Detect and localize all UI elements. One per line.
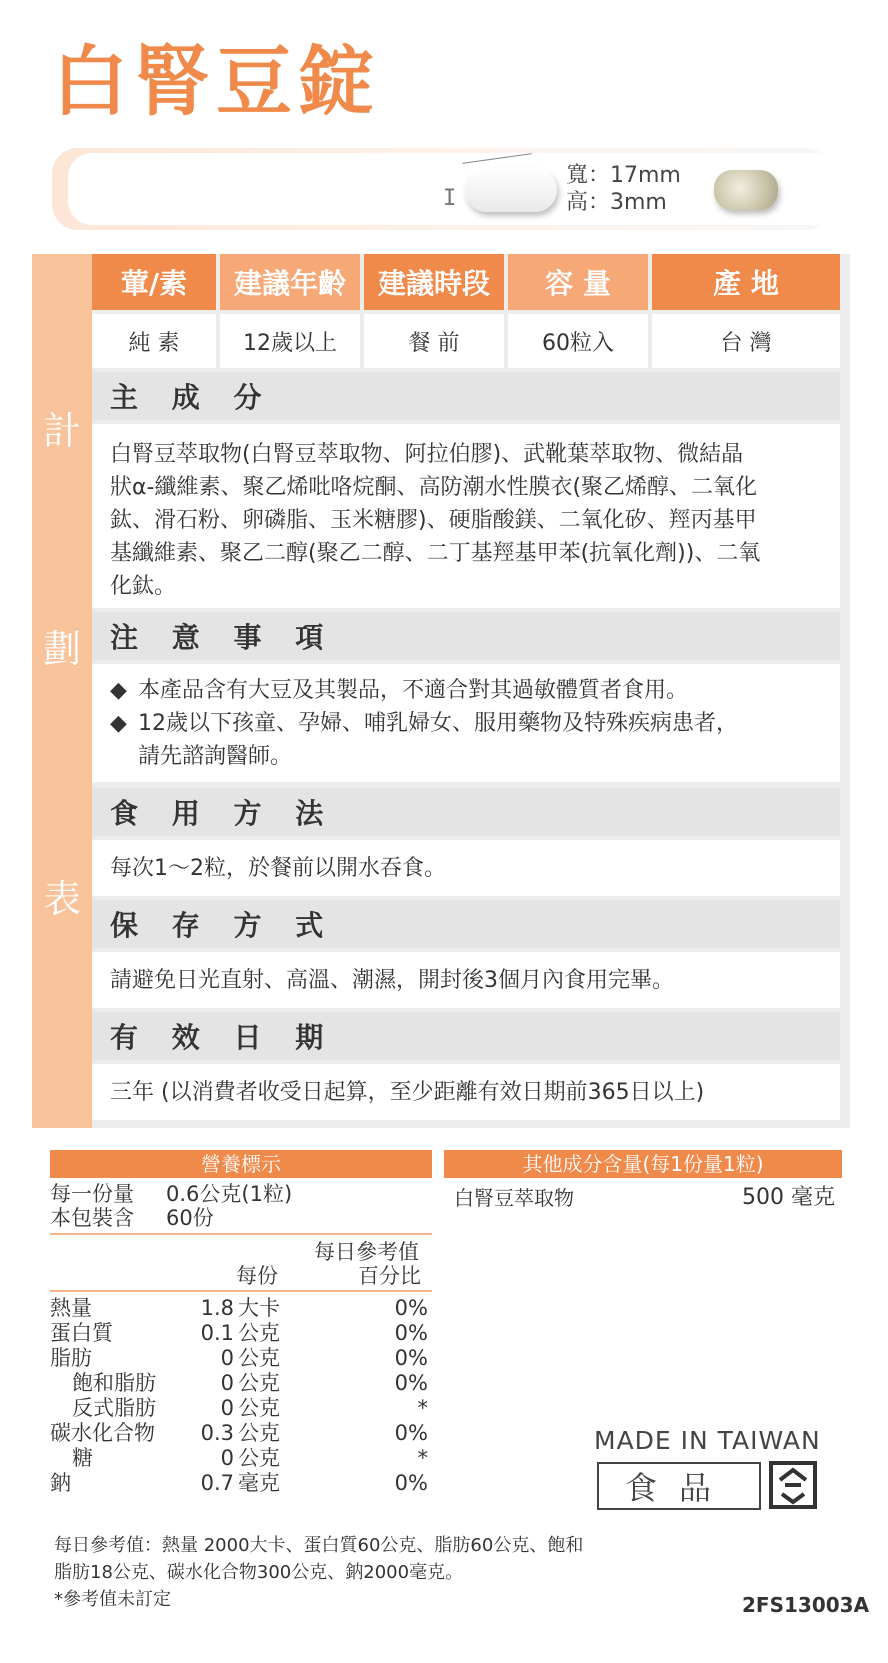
value-age: 12歲以上 bbox=[220, 314, 360, 368]
height-text: 高：3mm bbox=[566, 190, 667, 215]
notice-item-2: 12歲以下孩童、孕婦、哺乳婦女、服用藥物及特殊疾病患者， bbox=[138, 711, 738, 736]
header-origin: 產 地 bbox=[652, 254, 840, 310]
value-origin: 台 灣 bbox=[652, 314, 840, 368]
ingredients-line: 白腎豆萃取物(白腎豆萃取物、阿拉伯膠)、武靴葉萃取物、微結晶 bbox=[110, 442, 744, 467]
nutrient-unit: 公克 bbox=[238, 1396, 280, 1420]
value-time: 餐 前 bbox=[364, 314, 504, 368]
nutrient-unit: 公克 bbox=[238, 1421, 280, 1445]
pack-label: 本包裝含 bbox=[50, 1206, 134, 1230]
usage-title: 食 用 方 法 bbox=[92, 788, 840, 836]
nutrient-value: 0.7 bbox=[200, 1471, 234, 1495]
recycle-icon bbox=[768, 1460, 818, 1510]
notice-body bbox=[92, 664, 840, 782]
nutrient-percent: 0% bbox=[394, 1321, 428, 1345]
nutrient-unit: 公克 bbox=[238, 1371, 280, 1395]
notice-item-1: 本產品含有大豆及其製品，不適合對其過敏體質者食用。 bbox=[138, 678, 689, 703]
nutrient-name: 碳水化合物 bbox=[50, 1421, 155, 1445]
divider bbox=[50, 1290, 432, 1292]
expiry-text: 三年 (以消費者收受日起算，至少距離有效日期前365日以上) bbox=[110, 1080, 705, 1105]
ingredients-line: 狀α-纖維素、聚乙烯吡咯烷酮、高防潮水性膜衣(聚乙烯醇、二氧化 bbox=[110, 475, 758, 500]
serving-value: 0.6公克(1粒) bbox=[166, 1182, 293, 1206]
side-label-bar bbox=[32, 254, 92, 1128]
divider bbox=[50, 1233, 432, 1235]
notice-item-2-cont: 請先諮詢醫師。 bbox=[138, 744, 293, 769]
serving-label: 每一份量 bbox=[50, 1182, 134, 1206]
footnote-1: 每日參考值：熱量 2000大卡、蛋白質60公克、脂肪60公克、飽和 bbox=[54, 1535, 584, 1556]
nutrient-unit: 毫克 bbox=[238, 1471, 280, 1495]
footnote-2: 脂肪18公克、碳水化合物300公克、鈉2000毫克。 bbox=[54, 1562, 464, 1583]
nutrient-percent: 0% bbox=[394, 1371, 428, 1395]
nutrient-name: 反式脂肪 bbox=[72, 1396, 156, 1420]
nutrient-percent: 0% bbox=[394, 1421, 428, 1445]
height-dimension-icon: I bbox=[443, 186, 457, 211]
food-label: 食品 bbox=[597, 1462, 761, 1510]
ingredients-line: 化鈦。 bbox=[110, 574, 177, 599]
nutrient-name: 熱量 bbox=[50, 1296, 92, 1320]
tablet-cross-section-image bbox=[714, 170, 778, 210]
percent-header: 百分比 bbox=[358, 1264, 421, 1288]
ingredients-body bbox=[92, 424, 840, 608]
ingredients-title: 主 成 分 bbox=[92, 372, 840, 420]
nutrition-title: 營養標示 bbox=[50, 1150, 432, 1178]
nutrient-unit: 大卡 bbox=[238, 1296, 280, 1320]
nutrient-percent: * bbox=[417, 1446, 428, 1470]
nutrient-value: 0.3 bbox=[200, 1421, 234, 1445]
page-title: 白腎豆錠 bbox=[52, 37, 380, 126]
made-in-taiwan: MADE IN TAIWAN bbox=[594, 1426, 821, 1455]
header-time: 建議時段 bbox=[364, 254, 504, 310]
expiry-body bbox=[92, 1064, 840, 1120]
width-text: 寬：17mm bbox=[566, 163, 681, 188]
nutrient-percent: * bbox=[417, 1396, 428, 1420]
nutrient-percent: 0% bbox=[394, 1471, 428, 1495]
product-code: 2FS13003A bbox=[742, 1593, 870, 1617]
ingredients-line: 鈦、滑石粉、卵磷脂、玉米糖膠)、硬脂酸鎂、二氧化矽、羥丙基甲 bbox=[110, 508, 757, 533]
nutrient-value: 1.8 bbox=[200, 1296, 234, 1320]
other-content-title: 其他成分含量(每1份量1粒) bbox=[444, 1150, 842, 1178]
nutrient-name: 糖 bbox=[72, 1446, 93, 1470]
nutrient-name: 鈉 bbox=[50, 1471, 71, 1495]
usage-body bbox=[92, 840, 840, 896]
ingredients-line: 基纖維素、聚乙二醇(聚乙二醇、二丁基羥基甲苯(抗氧化劑))、二氧 bbox=[110, 541, 761, 566]
nutrient-value: 0 bbox=[220, 1346, 234, 1370]
expiry-title: 有 效 日 期 bbox=[92, 1012, 840, 1060]
header-capacity: 容 量 bbox=[508, 254, 648, 310]
nutrient-percent: 0% bbox=[394, 1296, 428, 1320]
value-capacity: 60粒入 bbox=[508, 314, 648, 368]
value-vegan: 純 素 bbox=[92, 314, 216, 368]
nutrient-name: 飽和脂肪 bbox=[72, 1371, 156, 1395]
nutrient-unit: 公克 bbox=[238, 1346, 280, 1370]
pack-value: 60份 bbox=[166, 1206, 214, 1230]
daily-ref-header: 每日參考值 bbox=[314, 1240, 419, 1264]
notice-title: 注 意 事 項 bbox=[92, 612, 840, 660]
side-label-char-2: 劃 bbox=[42, 627, 81, 671]
nutrient-value: 0.1 bbox=[200, 1321, 234, 1345]
other-amount: 500 毫克 bbox=[742, 1185, 835, 1210]
footnote-3: *參考值未訂定 bbox=[54, 1589, 171, 1610]
header-vegan: 葷/素 bbox=[92, 254, 216, 310]
nutrient-value: 0 bbox=[220, 1446, 234, 1470]
nutrient-value: 0 bbox=[220, 1371, 234, 1395]
nutrient-percent: 0% bbox=[394, 1346, 428, 1370]
usage-text: 每次1～2粒，於餐前以開水吞食。 bbox=[110, 856, 446, 881]
side-label-char-3: 表 bbox=[42, 877, 81, 921]
storage-text: 請避免日光直射、高溫、潮濕，開封後3個月內食用完畢。 bbox=[110, 968, 674, 993]
nutrient-unit: 公克 bbox=[238, 1321, 280, 1345]
diamond-bullet-icon: ◆ bbox=[110, 678, 127, 703]
nutrient-unit: 公克 bbox=[238, 1446, 280, 1470]
side-label-char-1: 計 bbox=[42, 409, 81, 453]
size-text bbox=[566, 162, 681, 216]
tablet-image bbox=[465, 168, 557, 212]
nutrient-name: 蛋白質 bbox=[50, 1321, 113, 1345]
diamond-bullet-icon: ◆ bbox=[110, 711, 127, 736]
header-age: 建議年齡 bbox=[220, 254, 360, 310]
nutrient-value: 0 bbox=[220, 1396, 234, 1420]
storage-title: 保 存 方 式 bbox=[92, 900, 840, 948]
per-serving-header: 每份 bbox=[236, 1264, 278, 1288]
storage-body bbox=[92, 952, 840, 1008]
other-item: 白腎豆萃取物 bbox=[454, 1186, 574, 1210]
nutrient-name: 脂肪 bbox=[50, 1346, 92, 1370]
